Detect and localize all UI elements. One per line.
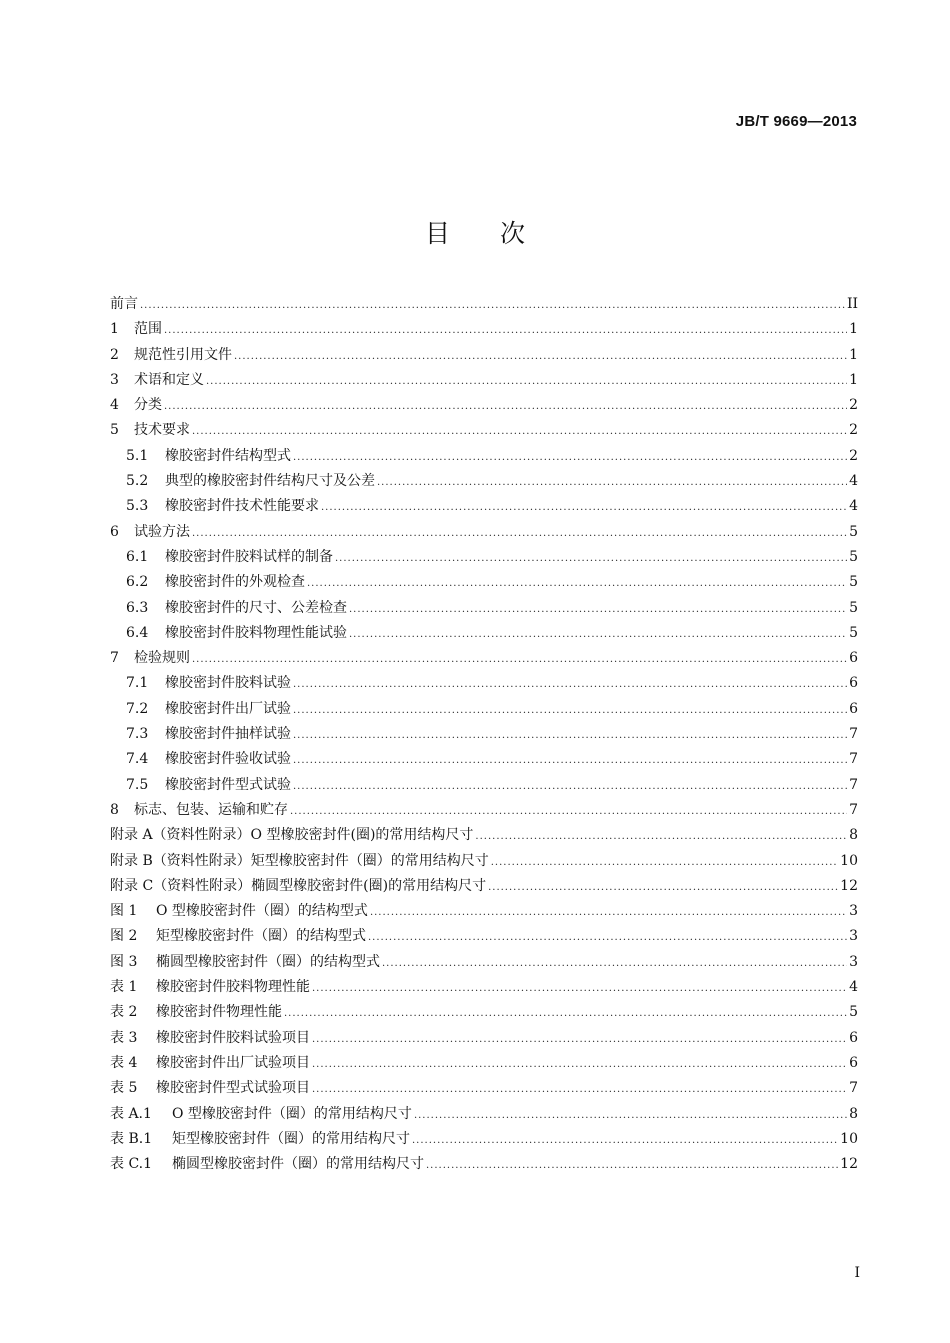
toc-leader-dots — [293, 672, 847, 697]
toc-entry[interactable] — [110, 1026, 858, 1051]
toc-entry[interactable] — [110, 899, 858, 924]
toc-entry-page: II — [846, 296, 858, 312]
toc-entry-page: 1 — [849, 371, 858, 388]
toc-entry-label: 附录 C（资料性附录）椭圆型橡胶密封件(圈)的常用结构尺寸 — [110, 877, 487, 894]
toc-entry-number: 5.1 — [126, 447, 149, 464]
toc-entry-number: 6.4 — [126, 624, 149, 641]
toc-entry[interactable] — [110, 621, 858, 646]
toc-entry-label: 橡胶密封件验收试验 — [165, 751, 291, 768]
toc-entry-number: 表 3 — [110, 1029, 138, 1046]
toc-entry[interactable] — [110, 849, 858, 874]
toc-leader-dots — [192, 419, 847, 444]
toc-entry-page: 8 — [849, 827, 858, 844]
toc-leader-dots — [164, 318, 847, 343]
toc-entry[interactable] — [110, 1152, 858, 1177]
toc-entry[interactable] — [110, 950, 858, 975]
toc-entry[interactable] — [110, 773, 858, 798]
toc-entry-number: 7.5 — [126, 776, 149, 793]
toc-leader-dots — [412, 1128, 838, 1153]
toc-entry-number: 7.3 — [126, 726, 149, 743]
toc-entry-page: 6 — [849, 675, 858, 692]
toc-entry-number: 7.1 — [126, 675, 149, 692]
toc-entry-label: 橡胶密封件抽样试验 — [165, 726, 291, 743]
toc-entry-page: 3 — [849, 953, 858, 970]
toc-entry-number: 表 B.1 — [110, 1130, 153, 1147]
table-of-contents — [110, 292, 858, 1177]
toc-entry-label: 分类 — [134, 397, 162, 414]
toc-entry-page: 2 — [849, 422, 858, 439]
toc-entry-number: 表 2 — [110, 1004, 138, 1021]
toc-entry-number: 表 1 — [110, 979, 138, 996]
toc-entry-page: 5 — [849, 523, 858, 540]
toc-leader-dots — [349, 622, 847, 647]
page-title — [0, 214, 950, 250]
toc-entry-page: 8 — [849, 1105, 858, 1122]
toc-entry-label: 典型的橡胶密封件结构尺寸及公差 — [165, 473, 375, 490]
toc-entry-page: 6 — [849, 1054, 858, 1071]
toc-entry-label: 前言 — [110, 296, 138, 312]
toc-entry-label: 椭圆型橡胶密封件（圈）的结构型式 — [156, 953, 380, 970]
toc-leader-dots — [426, 1153, 838, 1178]
toc-entry-number: 表 5 — [110, 1080, 138, 1097]
toc-entry-page: 5 — [849, 1004, 858, 1021]
toc-entry-number: 7.4 — [126, 751, 149, 768]
toc-leader-dots — [293, 748, 847, 773]
toc-entry-page: 1 — [849, 321, 858, 338]
toc-entry-page: 2 — [849, 397, 858, 414]
toc-leader-dots — [293, 723, 847, 748]
toc-entry-label: 椭圆型橡胶密封件（圈）的常用结构尺寸 — [172, 1156, 424, 1173]
toc-entry-number: 表 4 — [110, 1054, 138, 1071]
toc-entry-label: 橡胶密封件出厂试验项目 — [156, 1054, 310, 1071]
toc-entry[interactable] — [110, 646, 858, 671]
toc-entry-label: 橡胶密封件胶料试验项目 — [156, 1029, 310, 1046]
toc-entry-label: O 型橡胶密封件（圈）的常用结构尺寸 — [172, 1105, 412, 1122]
toc-entry[interactable] — [110, 317, 858, 342]
toc-leader-dots — [312, 1077, 847, 1102]
toc-entry-label: 橡胶密封件胶料物理性能试验 — [165, 624, 347, 641]
toc-entry-label: 附录 A（资料性附录）O 型橡胶密封件(圈)的常用结构尺寸 — [110, 827, 474, 844]
toc-entry[interactable] — [110, 975, 858, 1000]
toc-entry-number: 7.2 — [126, 700, 149, 717]
toc-leader-dots — [335, 546, 847, 571]
toc-entry[interactable] — [110, 747, 858, 772]
toc-entry[interactable] — [110, 1076, 858, 1101]
toc-entry-page: 2 — [849, 447, 858, 464]
toc-entry-label: 橡胶密封件胶料试样的制备 — [165, 548, 333, 565]
toc-entry[interactable] — [110, 1051, 858, 1076]
toc-entry[interactable] — [110, 1102, 858, 1127]
toc-entry-page: 7 — [849, 1080, 858, 1097]
toc-entry-page: 12 — [840, 877, 858, 894]
toc-leader-dots — [414, 1103, 847, 1128]
toc-entry-label: 规范性引用文件 — [134, 346, 232, 363]
toc-entry-page: 5 — [849, 599, 858, 616]
toc-entry-label: 橡胶密封件物理性能 — [156, 1004, 282, 1021]
toc-entry-page: 6 — [849, 1029, 858, 1046]
toc-entry[interactable] — [110, 292, 858, 317]
toc-leader-dots — [192, 521, 847, 546]
toc-entry-page: 5 — [849, 574, 858, 591]
toc-entry-number: 6.3 — [126, 599, 149, 616]
toc-entry-number: 5 — [110, 422, 119, 439]
toc-entry-page: 7 — [849, 726, 858, 743]
toc-leader-dots — [312, 1027, 847, 1052]
toc-entry[interactable] — [110, 1000, 858, 1025]
toc-leader-dots — [349, 597, 847, 622]
toc-entry-page: 12 — [840, 1156, 858, 1173]
toc-leader-dots — [312, 976, 847, 1001]
toc-leader-dots — [206, 369, 847, 394]
toc-entry[interactable] — [110, 596, 858, 621]
toc-entry-number: 7 — [110, 650, 119, 667]
toc-leader-dots — [140, 293, 845, 318]
toc-entry[interactable] — [110, 444, 858, 469]
toc-entry-page: 5 — [849, 548, 858, 565]
toc-entry-page: 3 — [849, 903, 858, 920]
toc-entry-label: 橡胶密封件结构型式 — [165, 447, 291, 464]
toc-leader-dots — [370, 900, 847, 925]
toc-leader-dots — [293, 698, 847, 723]
toc-entry-label: 橡胶密封件出厂试验 — [165, 700, 291, 717]
toc-leader-dots — [164, 394, 847, 419]
toc-entry[interactable] — [110, 798, 858, 823]
toc-entry-page: 7 — [849, 776, 858, 793]
toc-entry-number: 3 — [110, 371, 119, 388]
toc-entry-number: 4 — [110, 397, 119, 414]
page-number: I — [854, 1265, 860, 1281]
toc-entry[interactable] — [110, 545, 858, 570]
toc-entry-number: 1 — [110, 321, 119, 338]
toc-entry-page: 5 — [849, 624, 858, 641]
toc-entry[interactable] — [110, 570, 858, 595]
toc-entry-number: 图 1 — [110, 903, 138, 920]
toc-entry[interactable] — [110, 469, 858, 494]
toc-entry-label: 附录 B（资料性附录）矩型橡胶密封件（圈）的常用结构尺寸 — [110, 852, 489, 869]
toc-entry[interactable] — [110, 343, 858, 368]
toc-entry-page: 4 — [849, 473, 858, 490]
toc-leader-dots — [377, 470, 847, 495]
toc-entry-page: 10 — [840, 1130, 858, 1147]
toc-leader-dots — [293, 774, 847, 799]
toc-entry-page: 10 — [840, 852, 858, 869]
toc-entry[interactable] — [110, 823, 858, 848]
toc-entry-number: 5.2 — [126, 473, 149, 490]
toc-leader-dots — [290, 799, 847, 824]
toc-entry-page: 7 — [849, 751, 858, 768]
toc-entry-number: 5.3 — [126, 498, 149, 515]
standard-code: JB/T 9669—2013 — [735, 113, 857, 130]
toc-leader-dots — [491, 850, 838, 875]
toc-entry-label: 橡胶密封件型式试验 — [165, 776, 291, 793]
toc-entry[interactable] — [110, 494, 858, 519]
toc-entry-label: 术语和定义 — [134, 371, 204, 388]
toc-entry-number: 6 — [110, 523, 119, 540]
toc-entry-label: 橡胶密封件的外观检查 — [165, 574, 305, 591]
toc-entry[interactable] — [110, 418, 858, 443]
toc-entry[interactable] — [110, 697, 858, 722]
toc-entry-number: 6.2 — [126, 574, 149, 591]
toc-entry[interactable] — [110, 874, 858, 899]
toc-leader-dots — [284, 1001, 847, 1026]
toc-entry-label: 矩型橡胶密封件（圈）的结构型式 — [156, 928, 366, 945]
toc-entry-label: 橡胶密封件技术性能要求 — [165, 498, 319, 515]
toc-entry-number: 图 2 — [110, 928, 138, 945]
toc-leader-dots — [192, 647, 847, 672]
toc-entry-number: 6.1 — [126, 548, 149, 565]
toc-leader-dots — [382, 951, 847, 976]
toc-entry-number: 图 3 — [110, 953, 138, 970]
toc-entry[interactable] — [110, 520, 858, 545]
toc-entry-label: 橡胶密封件胶料试验 — [165, 675, 291, 692]
toc-entry-number: 表 C.1 — [110, 1156, 153, 1173]
toc-leader-dots — [321, 495, 847, 520]
title-char-right: 次 — [500, 219, 526, 248]
toc-entry-label: 技术要求 — [134, 422, 190, 439]
toc-entry-page: 1 — [849, 346, 858, 363]
toc-entry-label: 检验规则 — [134, 650, 190, 667]
toc-entry-label: 橡胶密封件型式试验项目 — [156, 1080, 310, 1097]
toc-entry-number: 8 — [110, 801, 119, 818]
toc-entry-page: 6 — [849, 700, 858, 717]
toc-leader-dots — [312, 1052, 847, 1077]
toc-entry[interactable] — [110, 924, 858, 949]
toc-entry-number: 表 A.1 — [110, 1105, 152, 1122]
toc-entry-label: 矩型橡胶密封件（圈）的常用结构尺寸 — [172, 1130, 410, 1147]
toc-entry-label: 范围 — [134, 321, 162, 338]
toc-leader-dots — [368, 925, 847, 950]
toc-leader-dots — [293, 445, 847, 470]
toc-entry-number: 2 — [110, 346, 119, 363]
toc-entry-page: 7 — [849, 801, 858, 818]
toc-entry[interactable] — [110, 722, 858, 747]
toc-entry[interactable] — [110, 1127, 858, 1152]
toc-entry-page: 4 — [849, 979, 858, 996]
toc-entry[interactable] — [110, 671, 858, 696]
toc-entry-page: 4 — [849, 498, 858, 515]
toc-leader-dots — [488, 875, 838, 900]
toc-entry-label: 橡胶密封件胶料物理性能 — [156, 979, 310, 996]
toc-entry-page: 6 — [849, 650, 858, 667]
toc-entry[interactable] — [110, 368, 858, 393]
toc-entry-label: O 型橡胶密封件（圈）的结构型式 — [156, 903, 368, 920]
toc-leader-dots — [234, 344, 847, 369]
toc-entry-page: 3 — [849, 928, 858, 945]
toc-leader-dots — [475, 824, 847, 849]
toc-entry-label: 试验方法 — [134, 523, 190, 540]
title-char-left: 目 — [424, 219, 450, 248]
toc-leader-dots — [307, 571, 847, 596]
toc-entry[interactable] — [110, 393, 858, 418]
toc-entry-label: 橡胶密封件的尺寸、公差检查 — [165, 599, 347, 616]
toc-entry-label: 标志、包装、运输和贮存 — [134, 801, 288, 818]
